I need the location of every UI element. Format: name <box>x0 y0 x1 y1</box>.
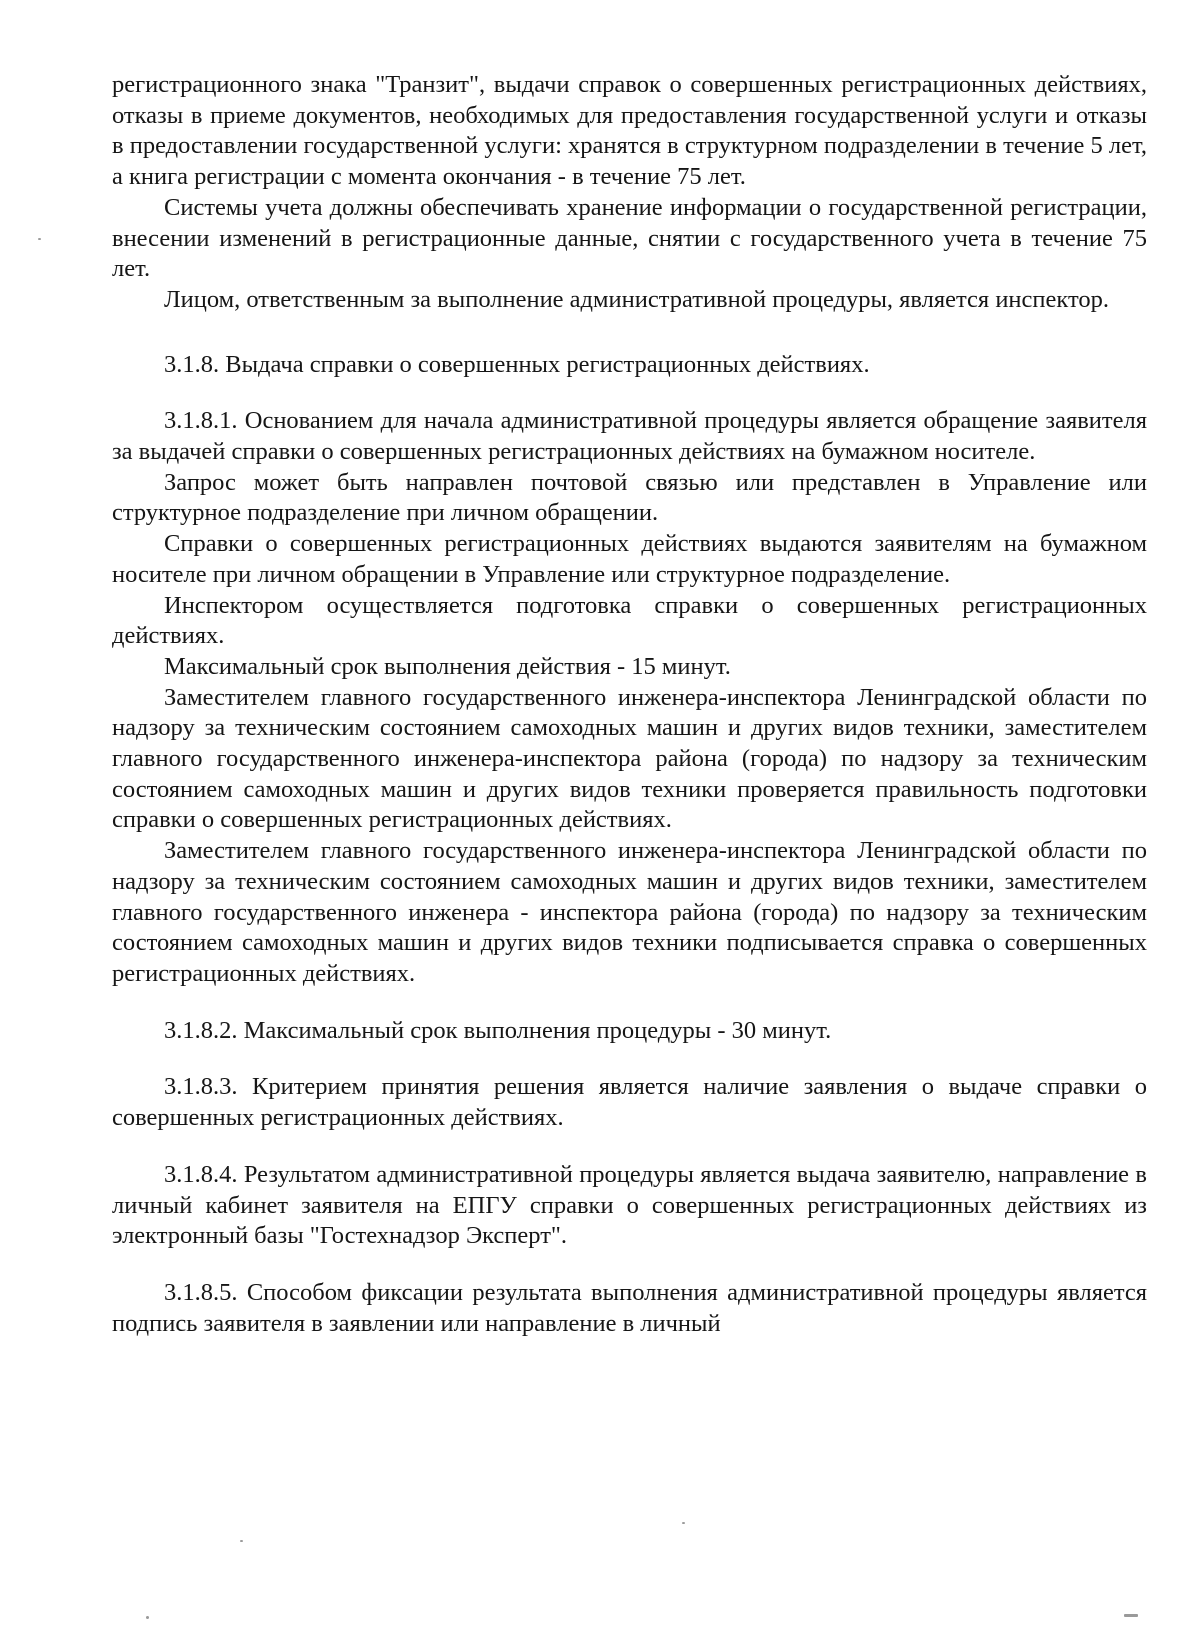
paragraph-retention-continuation: регистрационного знака "Транзит", выдачи справок о совершенных регистрационных действиях, отказы в приеме документов, необходимых для предоставления государственной услуги и отказы в предоставлении государственной услуги: хранятся в структурном подразделении в течение 5 лет, а книга регистрации с момента окончания - в течение 75 лет. <box>112 71 1147 191</box>
paragraph-3-1-8-2: 3.1.8.2. Максимальный срок выполнения процедуры - 30 минут. <box>164 1016 832 1044</box>
paragraph-certificate-issue: Справки о совершенных регистрационных действиях выдаются заявителям на бумажном носителе при личном обращении в Управление или структурное подразделение. <box>112 530 1147 588</box>
scan-speck <box>682 1522 685 1524</box>
paragraph-request-delivery: Запрос может быть направлен почтовой связью или представлен в Управление или структурное подразделение при личном обращении. <box>112 468 1147 527</box>
paragraph-inspector-preparation: Инспектором осуществляется подготовка справки о совершенных регистрационных действиях. <box>112 591 1147 650</box>
scan-speck <box>38 238 41 240</box>
paragraph-correctness-check: Заместителем главного государственного инженера-инспектора Ленинградской области по надзору за техническим состоянием самоходных машин и других видов техники, заместителем главного государственного инженера-инспектора района (города) по надзору за техническим состоянием самоходных машин и других видов техники проверяется правильность подготовки справки о совершенных регистрационных действиях. <box>112 683 1147 834</box>
document-body <box>112 70 1147 1339</box>
scan-speck <box>240 1540 243 1542</box>
paragraph-3-1-8-3: 3.1.8.3. Критерием принятия решения является наличие заявления о выдаче справки о совершенных регистрационных действиях. <box>112 1073 1147 1132</box>
paragraph-action-time-limit: Максимальный срок выполнения действия - 15 минут. <box>164 652 731 680</box>
paragraph-3-1-8-1: 3.1.8.1. Основанием для начала административной процедуры является обращение заявителя за выдачей справки о совершенных регистрационных действиях на бумажном носителе. <box>112 407 1147 466</box>
paragraph-certificate-signing: Заместителем главного государственного инженера-инспектора Ленинградской области по надзору за техническим состоянием самоходных машин и других видов техники, заместителем главного государственного инженера - инспектора района (города) по надзору за техническим состоянием самоходных машин и других видов техники подписывается справка о совершенных регистрационных действиях. <box>112 837 1147 987</box>
section-heading-3-1-8: 3.1.8. Выдача справки о совершенных регистрационных действиях. <box>164 350 870 378</box>
scan-speck <box>146 1616 149 1619</box>
scan-speck <box>1124 1614 1138 1617</box>
paragraph-accounting-systems: Системы учета должны обеспечивать хранение информации о государственной регистрации, внесении изменений в регистрационные данные, снятии с государственного учета в течение 75 лет. <box>112 193 1147 283</box>
paragraph-3-1-8-4: 3.1.8.4. Результатом административной процедуры является выдача заявителю, направление в личный кабинет заявителя на ЕПГУ справки о совершенных регистрационных действиях из электронный базы "Гостехнадзор Эксперт". <box>112 1160 1147 1250</box>
paragraph-3-1-8-5: 3.1.8.5. Способом фиксации результата выполнения административной процедуры является подпись заявителя в заявлении или направление в личный <box>112 1278 1147 1337</box>
paragraph-responsible-person: Лицом, ответственным за выполнение административной процедуры, является инспектор. <box>164 285 1109 313</box>
